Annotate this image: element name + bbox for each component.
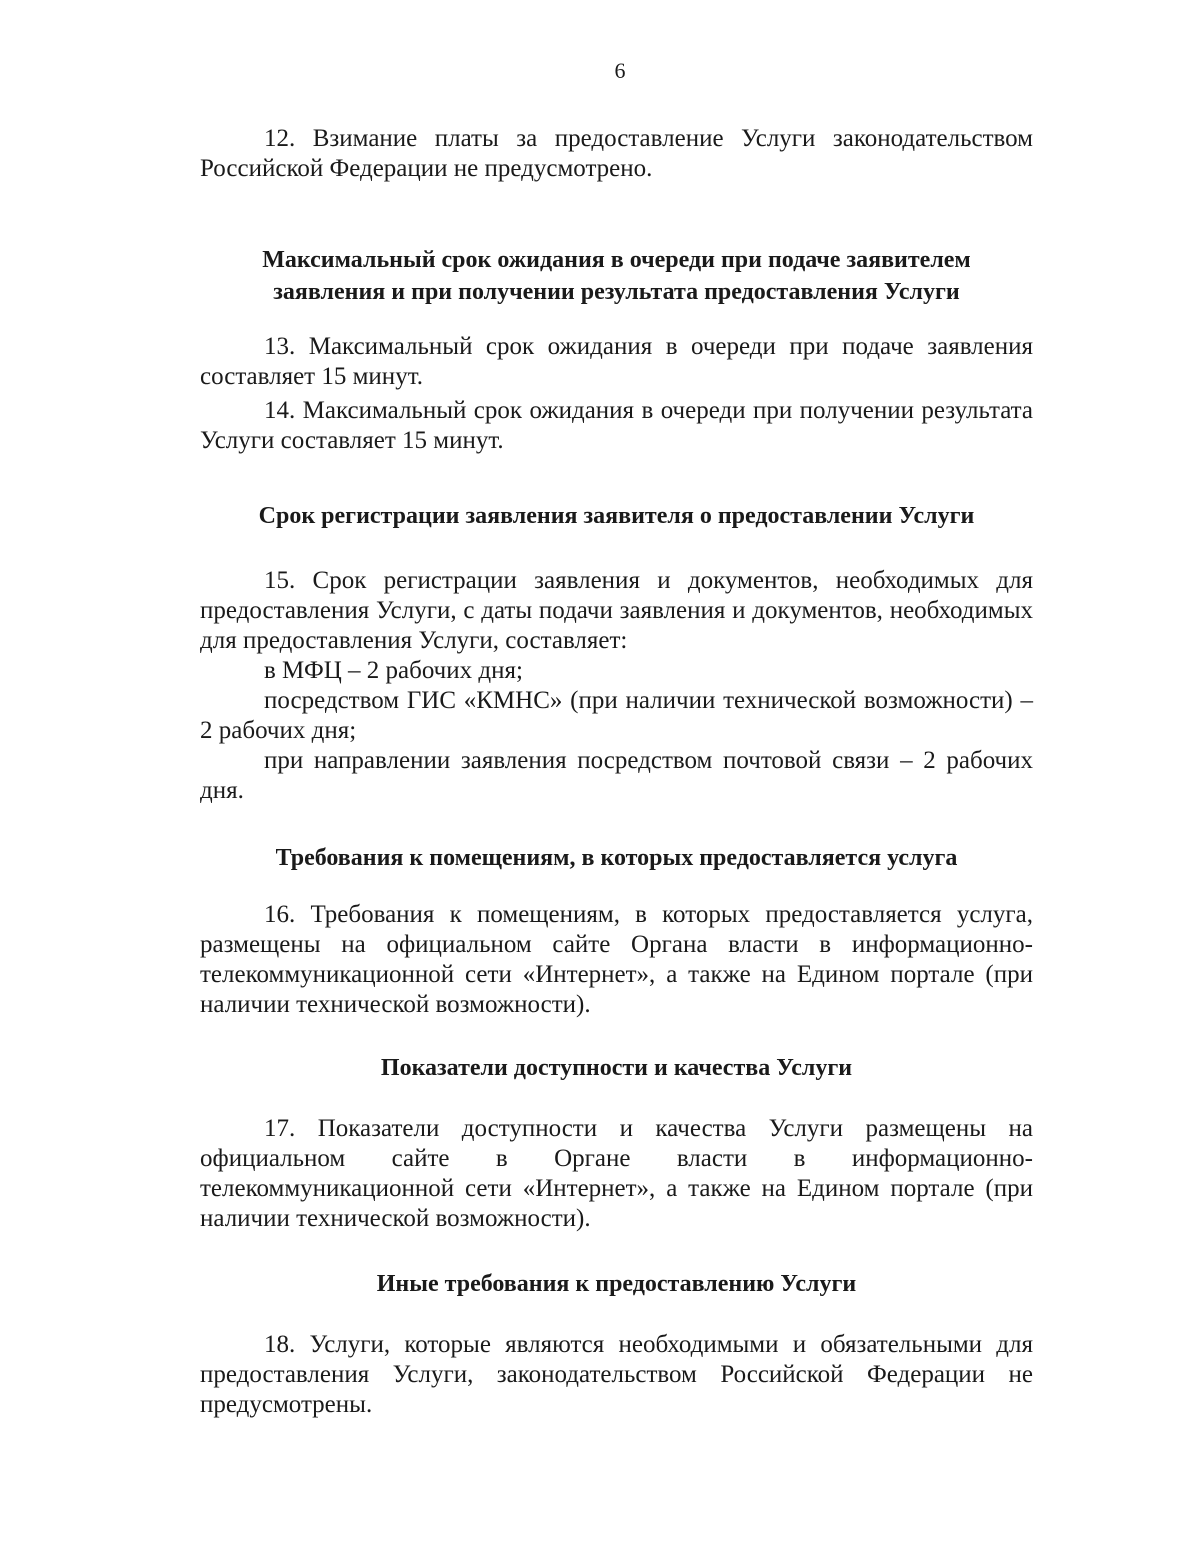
paragraph-15-item-post: при направлении заявления посредством почтовой связи – 2 рабочих дня.: [200, 747, 1033, 804]
paragraph-17: 17. Показатели доступности и качества Услуги размещены на официальном сайте в Органе власти в информационно-телекоммуникационной сети «Интернет», а также на Едином портале (при наличии технической возможности).: [200, 1115, 1033, 1232]
paragraph-15-item-gis: посредством ГИС «КМНС» (при наличии технической возможности) – 2 рабочих дня;: [200, 687, 1033, 744]
paragraph-15: 15. Срок регистрации заявления и документов, необходимых для предоставления Услуги, с даты подачи заявления и документов, необходимых для предоставления Услуги, составляет:: [200, 567, 1033, 654]
paragraph-14: 14. Максимальный срок ожидания в очереди при получении результата Услуги составляет 15 минут.: [200, 397, 1033, 454]
document-body: [200, 124, 1033, 1420]
paragraph-13: 13. Максимальный срок ожидания в очереди при подаче заявления составляет 15 минут.: [200, 333, 1033, 390]
heading-registration-term: Срок регистрации заявления заявителя о предоставлении Услуги: [258, 503, 975, 529]
paragraph-15-item-mfc: в МФЦ – 2 рабочих дня;: [264, 657, 523, 684]
paragraph-16: 16. Требования к помещениям, в которых предоставляется услуга, размещены на официальном сайте Органа власти в информационно-телекоммуникационной сети «Интернет», а также на Едином портале (при наличии технической возможности).: [200, 901, 1033, 1018]
heading-queue-waiting-time: Максимальный срок ожидания в очереди при подаче заявителем заявления и при получении результата предоставления Услуги: [262, 247, 971, 305]
paragraph-12: 12. Взимание платы за предоставление Услуги законодательством Российской Федерации не предусмотрено.: [200, 125, 1033, 182]
heading-premises-requirements: Требования к помещениям, в которых предоставляется услуга: [275, 845, 958, 871]
heading-other-requirements: Иные требования к предоставлению Услуги: [376, 1271, 857, 1297]
page-number: 6: [614, 58, 626, 83]
heading-availability-indicators: Показатели доступности и качества Услуги: [380, 1055, 853, 1081]
paragraph-18: 18. Услуги, которые являются необходимыми и обязательными для предоставления Услуги, законодательством Российской Федерации не предусмотрены.: [200, 1331, 1033, 1418]
